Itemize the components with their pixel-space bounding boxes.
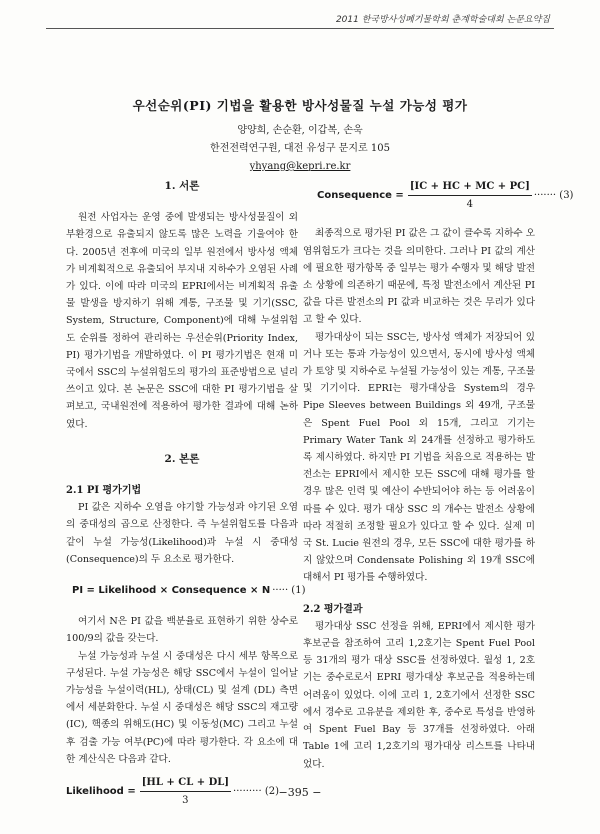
equation-2-numerator: [HL + CL + DL] <box>140 774 231 792</box>
subsection-heading-results: 2.2 평가결과 <box>303 603 363 615</box>
results-paragraph: 평가대상 SSC 선정을 위해, EPRI에서 제시한 평가 후보군을 참조하여 고리 1,2호기는 Spent Fuel Pool 등 31개의 평가 대상 SSC를 선정하였다. 월성 1, 2호기는 중수로로서 EPRI 평가대상 후보군을 적용하는데 어려움이 있었다. 이에 고리 1, 2호기에서 선정한 SSC에서 경수로 고유분을 제외한 후, 중수로 특성을 반영하여 Spent Fuel Bay 등 37개를 선정하였다. 아래 Table 1에 고리 1,2호기의 평가대상 리스트를 나타내었다. <box>303 620 535 770</box>
author-block <box>0 122 600 176</box>
equation-1-number: ····· (1) <box>272 585 306 597</box>
n-constant-paragraph: 여기서 N은 PI 값을 백분율로 표현하기 위한 상수로 100/9의 값을 갖는다. <box>66 616 298 645</box>
section-heading-body: 2. 본론 <box>164 452 200 465</box>
right-column <box>303 178 574 773</box>
equation-1-body: PI = Likelihood × Consequence × N <box>72 585 271 597</box>
conference-header: 2011 한국방사성폐기물학회 춘계학술대회 논문요약집 <box>335 15 550 25</box>
equation-2-denominator: 3 <box>182 795 189 807</box>
section-heading-intro: 1. 서론 <box>164 180 200 192</box>
equation-3-number: ······· (3) <box>533 190 574 202</box>
author-email[interactable]: yhyang@kepri.re.kr <box>249 161 351 172</box>
subsection-heading-pi-method: 2.1 PI 평가기법 <box>66 485 142 497</box>
pi-method-paragraph: PI 값은 지하수 오염을 야기할 가능성과 야기된 오염의 중대성의 곱으로 산정한다. 즉 누설위험도를 다음과 같이 누설 가능성(Likelihood)과 누설 시 중대성(Consequence)의 두 요소로 평가한다. <box>66 502 298 565</box>
equation-3-fraction <box>408 178 532 213</box>
author-affiliation: 한전전력연구원, 대전 유성구 문지로 105 <box>210 143 390 154</box>
author-names: 양양희, 손순환, 이갑복, 손욱 <box>237 125 363 136</box>
header-rule <box>46 28 554 29</box>
assessment-target-paragraph: 평가대상이 되는 SSC는, 방사성 액체가 저장되어 있거나 또는 통과 가능성이 있으면서, 동시에 방사성 액체가 토양 및 지하수로 누설될 가능성이 있는 계통, 구조물 및 기기이다. EPRI는 평가대상을 System의 경우 Pipe Sleeves between Buildings 외 49개, 구조물은 Spent Fuel Pool 외 15개, 그리고 기기는 Primary Water Tank 외 24개를 선정하고 평가하도록 제시하였다. 하지만 PI 기법을 처음으로 적용하는 발전소는 EPRI에서 제시한 모든 SSC에 대해 평가를 할 경우 많은 인력 및 예산이 수반되어야 하는 등 어려움이 따를 수 있다. 평가 대상 SSC 의 개수는 발전소 상황에 따라 적절히 조정할 필요가 있다고 할 수 있다. 실제 미국 St. Lucie 원전의 경우, 모든 SSC에 대한 평가를 하지 않았으며 Condensate Polishing 외 19개 SSC에 대해서 PI 평가를 수행하였다. <box>303 331 535 584</box>
page-number: −395 − <box>278 786 322 799</box>
final-pi-paragraph: 최종적으로 평가된 PI 값은 그 값이 클수록 지하수 오염위험도가 크다는 것을 의미한다. 그러나 PI 값의 계산에 필요한 평가항목 중 일부는 평가 수행자 및 해당 발전소 상황에 의존하기 때문에, 특정 발전소에서 계산된 PI 값을 다른 발전소의 PI 값과 비교하는 것은 무리가 있다고 할 수 있다. <box>303 228 535 326</box>
paper-title: 우선순위(PI) 기법을 활용한 방사성물질 누설 가능성 평가 <box>132 98 468 113</box>
equation-2-lhs: Likelihood = <box>66 786 136 798</box>
equation-2-number: ········· (2) <box>233 786 279 798</box>
equation-3-denominator: 4 <box>466 199 474 211</box>
equation-1 <box>72 582 306 599</box>
equation-3 <box>317 178 574 213</box>
equation-3-numerator: [IC + HC + MC + PC] <box>408 178 532 196</box>
equation-3-lhs: Consequence = <box>317 190 404 202</box>
likelihood-paragraph: 누설 가능성과 누설 시 중대성은 다시 세부 항목으로 구성된다. 누설 가능성은 해당 SSC에서 누설이 일어날 가능성을 누설이력(HL), 상태(CL) 및 설계 (DL) 측면에서 세분화한다. 누설 시 중대성은 해당 SSC의 재고량(IC), 핵종의 위해도(HC) 및 이동성(MC) 그리고 누설 후 검출 가능 여부(PC)에 따라 평가한다. 각 요소에 대한 계산식은 다음과 같다. <box>66 650 298 765</box>
intro-paragraph: 원전 사업자는 운영 중에 발생되는 방사성물질이 외부환경으로 유출되지 않도록 많은 노력을 기울여야 한다. 2005년 전후에 미국의 일부 원전에서 방사성 액체가 비계획적으로 유출되어 부지내 지하수가 오염된 사례가 있다. 이에 따라 미국의 EPRI에서는 비계획적 유출물 발생을 방지하기 위해 계통, 구조물 및 기기(SSC, System, Structure, Component)에 대해 누설위험도 순위를 정하여 관리하는 우선순위(Priority Index, PI) 평가기법을 개발하였다. 이 PI 평가기법은 현재 미국에서 SSC의 누설위험도의 평가의 표준방법으로 널리 쓰이고 있다. 본 논문은 SSC에 대한 PI 평가기법을 살펴보고, 국내원전에 적용하여 평가한 결과에 대해 논하였다. <box>66 212 298 430</box>
